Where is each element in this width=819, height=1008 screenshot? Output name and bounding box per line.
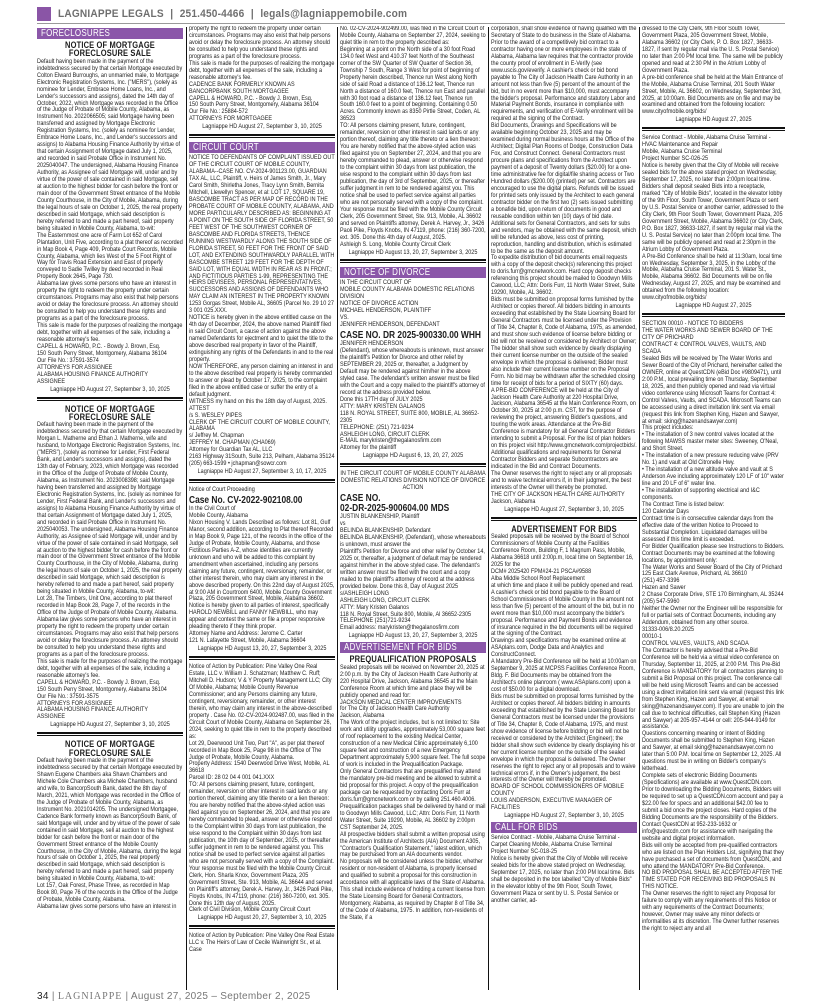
footer-separator: | [125, 991, 129, 1002]
notice-divider [37, 732, 183, 736]
column-5 [642, 26, 785, 990]
notice-text: Notice of Action by Publication: Pine Valley One Real Estate LLC v. The Heirs of Law of Cecile Wainwright Sr., et al. Case [189, 932, 335, 954]
publication-run-line: Lagniappe HD August 20, 27, September 3, 10, 2025 [197, 914, 327, 922]
notice-text: IN THE CIRCUIT COURT OF MOBILE COUNTY ALABAMA DOMESTIC RELATIONS DIVISION NOTICE OF DIVORCE ACTION MICHAEL HENDERSON, PLAINTIFF VS. JENNIFER HENDERSON, DEFENDANT [340, 279, 475, 329]
notice-divider [340, 463, 486, 467]
notice-text: Alabama law gives some persons who have an interest in property the right to redeem the property under certain circumstances. Programs may also exist that help persons avoid or delay the foreclosure process. An attorney should be consulted to help you understand these rights and programs as a part of the foreclosure process. [37, 280, 179, 323]
notice-divider [189, 925, 335, 929]
header-section-title: LAGNIAPPE LEGALS [58, 8, 164, 20]
notice-text: Default having been made in the payment of the indebtedness secured by that certain Mortgage executed by Colton Elward Burroughs, an unmarried male, to Mortgage Electronic Registration Systems, Inc. ("MERS"), (solely as nominee for Lender, Embrace Home Loans, Inc., and Lender's successors and assigns), dated the 14th day of October, 2022, which Mortgage was recorded in the Office of the Judge of Probate of Mobile County, Alabama, as Instrument No. 2022066505; said Mortgage having been transferred and assigned by Mortgage Electronic Registration Systems, Inc. (solely as nominee for Lender, Embrace Home Loans, Inc., and Lender's successors and assigns) to Alabama Housing Finance Authority by virtue of that certain Assignment of Mortgage dated July 1, 2025, and recorded in said Probate Office in Instrument No. 2025040047. The undersigned, Alabama Housing Finance Authority, as Assignee of said Mortgage will, under and by virtue of the power of sale contained in said Mortgage, sell at auction to the highest bidder for cash before the front or main door of the Government Street entrance of the Mobile County Courthouse, in the City of Mobile, Alabama, during the legal hours of sale on October 1, 2025, the real property described in said Mortgage, which said description is hereby referred to and made a part hereof, said property being situated in Mobile County, Alabama, to-wit: [37, 57, 183, 232]
notice-text: property the right to redeem the property under certain circumstances. Programs may also exist that help persons avoid or delay the foreclosure process. An attorney should be consulted to help you understand these rights and programs as a part of the foreclosure process. This sale is made for the purposes of realizing the mortgage debt, together with all expenses of the sale, including a reasonable attorney's fee. CADENCE BANK FORMERLY KNOWN AS BANCORPBANK SOUTH MORTGAGEE CAPELL & HOWARD, P.C. - Bowdy J. Brown, Esq. 150 South Perry Street, Montgomery, Alabama 36104 Our File No.: 25884-572 ATTORNEYS FOR MORTGAGEE [189, 26, 335, 123]
column-divider [639, 27, 640, 990]
column-content [642, 26, 785, 933]
publication-run-line: Lagniappe HD August 13, 20, 27, September 3, 2025 [348, 248, 478, 256]
notice-divider [189, 479, 335, 483]
notice-divider [37, 397, 183, 401]
page-number: 34 [37, 991, 49, 1002]
notice-text: JENNIFER HENDERSON (Defendant), whose whereabouts is unknown, must answer the plaintiff's Petition for Divorce and other relief by SEPTEMBER 29, 2025 or, thereafter, a Judgment by Default may be rendered against him/her in the above styled case. The defendant's written answer must be filed with the Court and a copy mailed to the plaintiff's attorney of record at the address provided below. Done this 17TH day of JULY 2025 ATTY: MARY KRISTEN GALANOS 118 N. ROYAL STREET, SUITE 800, MOBILE, AL 36652-2305 TELEPHONE: (251) 721-9234 ASHLEIGH LONG, CIRCUIT CLERK E-MAIL marykristen@thegalanosfirm.com Attorney for the plaintiff [340, 340, 485, 452]
issue-dates: August 27, 2025 – September 2, 2025 [130, 991, 311, 1002]
notice-text-centered: IN THE CIRCUIT COURT OF MOBILE COUNTY ALABAMA DOMESTIC RELATIONS DIVISION NOTICE OF DIVORCE ACTION [340, 470, 486, 492]
column-content [491, 26, 637, 905]
notice-text: Sealed proposals will be received on November 20, 2025 at 2:00 p.m. by the City of Jackson Health Care Authority at 220 Hospital Drive, Jackson, Alabama 36545 at the Main Conference Room at which time and place they will be publicly opened and read for: JACKSON MEDICAL CENTER IMPROVEMENTS for The City of Jackson Health Care Authority Jackson, Alabama The Work of the project includes, but is not limited to: Site work and utility upgrades, approximately 53,000 square feet of roof replacement to the existing Medical Center, construction of a new Medical Clinic approximately 6,100 square feet and construction of a new Emergency Department approximately 5,900 square feet. The full scope of work is included in the Prequalification Package. Only General Contractors that are prequalified may attend the mandatory pre-bid meeting and be allowed to submit a bid proposal for this project. A copy of the prequalification package can be requested by contacting Doris Furr at doris.furr@gmcnetwork.com or by calling 251.460.4006. Prequalification packages shall be delivered by hand or mail to Goodwyn Mills Cawood, LLC; Attn: Doris Furr, 11 North Water Street, Suite 19290, Mobile, AL 36602 by 2:00pm CST September 24, 2025. All prospective bidders shall submit a written proposal using the American Institute of Architects (AIA) Document A305, "Contractor's Qualification Statement," latest edition, which may be purchased from an AIA documents vendor. No proposals will be considered unless the bidder, whether resident or non-resident of Alabama, is properly licensed and qualified to submit a proposal for this construction in accordance with all applicable laws of the State of Alabama. This shall include evidence of holding a current license from the State Licensing Board for General Contractors, Montgomery, Alabama, as required by Chapter 8 of Title 34, of the Code of Alabama, 1975. In addition, non-residents of the State, if a [340, 663, 486, 922]
case-number: Case No. CV-2022-902108.00 [189, 494, 303, 507]
header-separator: | [170, 8, 174, 20]
column-divider [488, 27, 489, 990]
column-divider [186, 27, 187, 990]
notice-divider [189, 656, 335, 660]
publication-run-line: Lagniappe HD August 27, 2025 [675, 116, 752, 124]
column-content [189, 26, 335, 954]
column-content [340, 26, 486, 922]
notice-divider [189, 134, 335, 138]
notice-text: Default having been made in the payment of the indebtedness secured by that certain Mortgage executed by Shawn Eugene Chambers aka Shawn Chambers and Michele Cole Chambers aka Michele Chambers, husband and wife, to BancorpSouth Bank, dated the 8th day of March, 2021, which Mortgage was recorded in the Office of the Judge of Probate of Mobile County, Alabama, as Instrument No. 2021014205. The undersigned Mortgagee, Cadence Bank formerly known as BancorpSouth Bank, of said Mortgage will, under and by virtue of the power of sale contained in said Mortgage, sell at auction to the highest bidder for cash before the front or main door of the Government Street entrance of the Mobile County Courthouse, in the City of Mobile, Alabama, during the legal hours of sale on October 1, 2025, the real property described in said Mortgage, which said description is hereby referred to and made a part hereof, said property being situated in Mobile County, Alabama, to-wit: Lot 157, Oak Forest, Phase Three, as recorded in Map Book 80, Page 76 of the records in the Office of the Judge of Probate, Mobile County, Alabama. Alabama law gives some persons who have an interest in [37, 757, 183, 911]
notice-text: Default having been made in the payment of the indebtedness secured by that certain Mortgage executed by Morgan L. Matherne and Ethan J. Matherne, wife and husband, to Mortgage Electronic Registration Systems, Inc. ("MERS"), (solely as nominee for Lender, First Federal Bank, and Lender's successors and assigns), dated the 13th day of February, 2023, which Mortgage was recorded in the Office of the Judge of Probate of Mobile County, Alabama, as Instrument No. 2023008398; said Mortgage having been transferred and assigned by Mortgage Electronic Registration Systems, Inc. (solely as nominee for Lender, First Federal Bank, and Lender's successors and assigns) to Alabama Housing Finance Authority by virtue of that certain Assignment of Mortgage dated July 1, 2025, and recorded in said Probate Office in Instrument No. 2025040053. The undersigned, Alabama Housing Finance Authority, as Assignee of said Mortgage will, under and by virtue of the power of sale contained in said Mortgage, sell at auction to the highest bidder for cash before the front or main door of the Government Street entrance of the Mobile County Courthouse, in the City of Mobile, Alabama, during the legal hours of sale on October 1, 2025, the real property described in said Mortgage, which said description is hereby referred to and made a part hereof, said property being situated in Mobile County, Alabama, to-wit: Lot 28, The Timbers, Unit One, according to plat thereof recorded in Map Book 28, Page 7, of the records in the Office of the Judge of Probate of Mobile County, Alabama. [37, 421, 183, 617]
notice-divider [642, 127, 785, 131]
notice-text: dressed to the City Clerk, 9th Floor South Tower, Government Plaza, 205 Government Street, Mobile, Alabama 36602 (or City Clerk, P. O. Box 1827, 36633-1827, if sent by regular mail via the U. S. Postal Service) no later than 2:00 PM local time. The same will be publicly opened and read at 2:30 PM in the Atrium Lobby of Government Plaza. A pre-bid conference shall be held at the Main Entrance of the Mobile, Alabama Cruise Terminal, 201 South Water Street, Mobile, AL 36602, on Wednesday, September 3rd, 2025, at 10:00am. Bid Documents are on file and may be examined and obtained from the following location: www.cityofmobile.org/bids/ [642, 26, 783, 116]
publication-run-line: Lagniappe HD August 27, September 3, 10, 2025 [202, 123, 322, 131]
header-rule [37, 23, 785, 24]
notice-text: Notice of Court Proceeding [189, 486, 255, 494]
section-header: CIRCUIT COURT [189, 142, 335, 153]
publication-run-line: Lagniappe HD August 27, September 3, 10, 2025 [50, 385, 170, 393]
notice-text: In the Civil Court of Mobile County, Alabama Nixon Housing V. Lands Described as follows: Lot 81, Gulf Manor, second addition, according to Plat thereof Recorded in Map Book 9, Page 121, of the records in the office of the Judge of Probate, Mobile County, Alabama, and those Fictitious Parties A-Z, whose identities are currently unknown and who will be added to this complaint by amendment when ascertained, including any persons claiming any future, contingent, reversionary, remainder, or other interest therein, who may claim any interest in the above described property. On this 22nd day of August 2025, at 9:00 AM in Courtroom 6400, Mobile County Government Plaza, 205 Government Street, Mobile, Alabama 36602. Notice is hereby given to all parties of interest, specifically HAROLD NEWBILL and FANNY NEWBILL, who may appear and contest the same or file a proper responsive pleading thereto if they think proper. Attorney Name and Address: Jerome C. Carter 121 N. Lafayette Street, Mobile, Alabama 36604 [189, 505, 335, 645]
column-content [37, 28, 183, 911]
header-separator: | [250, 8, 254, 20]
section-header: FORECLOSURES [37, 28, 183, 39]
publication-run-line: Lagniappe HD August 27, September 3, 10, 17, 2025 [197, 468, 327, 476]
notice-text: No. 02-CV-2024-902499.00, was filed in the Circuit Court of Mobile County, Alabama on September 27, 2024, seeking to quiet title in rem to the property described as: Beginning at a point on the North side of a 30 foot Road 134.0 feet West and 410.37 feet North of the Southeast corner of the SW Quarter of SW Quarter of Section 36, Township 7 South, Range 3 West for point of beginning of Property herein described, Thence run West along North side of said Road a distance of 136.12 feet, Thence run North a distance of 160.0 feet, Thence run East and parallel with 30 foot road a distance of 136.12 feet, Thence run South 160.0 feet to a point of beginning. Containing 0.50 Acres. Commonly known as 8350 Pirtle Street, Coden, AL 36523 TO: All persons claiming present, future, contingent, remainder, reversion or other interest in said lands or any portion thereof, claiming any title thereto or a lien thereon: You are hereby notified that the above-styled action was filed against you on September 27, 2024, and that you are hereby commanded to plead, answer or otherwise respond to the complaint within 30 days from last publication, the wise respond to the complaint within 30 days from last publication, the day of 3rd of September, 2025, or thereafter suffer judgment in rem to be rendered against you. This notice shall be used to perfect service against all parties who are not personally served with a copy of the complaint. Your response must be filed with the Mobile County Circuit Clerk, 205 Government Street, Ste. 913, Mobile, AL 36602 and served on Plaintiffs attorney, Derek A. Harvey, Jr., 3426 Paoli Pike, Floyds Knobs, IN 47119, phone: (216) 360-7200, ext. 305. Done this 4th day of August, 2025. Ashleigh S. Long, Mobile County Circuit Clerk [340, 26, 486, 248]
notice-divider [340, 259, 486, 263]
case-number: CASE NO. 02-DR-2025-900604.00 MDS [340, 492, 450, 515]
notice-text: Service Contract - Mobile, Alabama Cruise Terminal - HVAC Maintenance and Repair Mobile, Alabama Cruise Terminal Project Number SC-026-25 Notice is hereby given that the City of Mobile will receive sealed bids for the above stated project on Wednesday, September 17, 2025, no later than 2:00pm local time. Bidders shall deposit sealed Bids into a receptacle, marked "City of Mobile Bids", located in the elevator lobby of the 9th Floor, South Tower, Government Plaza or sent by U.S. Postal Service or another carrier, addressed to the City Clerk, 9th Floor South Tower, Government Plaza, 205 Government Street, Mobile, Alabama 36602 (or City Clerk, P.O. Box 1827, 36633-1827, if sent by regular mail via the U. S. Postal Service) no later than 2:00pm local time. The same will be publicly opened and read at 2:30pm in the Atrium Lobby of Government Plaza. A Pre-Bid Conference shall be held at 11:30am, local time on Wednesday, September 3, 2025, in the Lobby of the Mobile, Alabama Cruise Terminal, 201 S. Water St., Mobile, Alabama 36602. Bid Documents will be on file Wednesday, August 27, 2025, and may be examined and obtained from the following location: www.cityofmobile.org/bids/ [642, 134, 784, 302]
footer-brand: LAGNIAPPE [57, 991, 123, 1002]
page-header [37, 6, 437, 22]
column-2 [189, 26, 335, 990]
column-1 [37, 26, 183, 990]
header-phone: 251.450-4466 [179, 8, 245, 20]
notice-text: The Easternmost one acre of Farm Lot 652 of Carol Plantation, Unit Five, according to a plat thereof as recorded in Map Book 4, Page 409, Probate Court Records, Mobile County, Alabama, which lies West of the 5 Foot Right of Way for Travis Road Extension and East of property conveyed to Sadie Twilley by deed recorded in Real Property Book 2645, Page 730. [37, 231, 183, 281]
page-footer [37, 991, 310, 1002]
notice-title: PREQUALIFICATION PROPOSALS [349, 653, 477, 665]
publication-run-line: Lagniappe HD August 27, September 3, 10, 2025 [50, 721, 170, 729]
header-email[interactable]: legals@lagniappemobile.com [260, 8, 408, 20]
column-3 [340, 26, 486, 990]
notice-text: SECTION 00010 - NOTICE TO BIDDERS THE WATER WORKS AND SEWER BOARD OF THE CITY OF PRICHARD CONTRACT 4: CONTROL VALVES, VAULTS, AND SCADA Sealed Bids will be received by The Water Works and Sewer Board of the City of Prichard, hereinafter called the OWNER, online at QuestCDN (eBid Doc #9809471), until 2:00 P.M., local prevailing time on Thursday, September 18, 2025, and then publicly opened and read via virtual video conference using Microsoft Teams for Contract 4: Control Valves, Vaults, and SCADA. Microsoft Teams can be accessed using a direct invitation link sent via email (request this link from Stephen King, Hazen and Sawyer, at email: sking@hazenandsawyer.com) This project includes: • The installation of 3 new control valves located at the following MAWSS master meter sites: Sweeney, O'Neal, and Short Street. • The installation of a new pressure reducing valve (PRV No. 1) and vault at Old Citronelle Hwy. • The installation of a new altitude valve and vault at S Anderson Ave including approximately 120 LF of 10" water line and 20 LF of 6" water line. • The installation of supporting electrical and I&C components. The Contract Time is listed below: 120 Calendar Days Contract time is in consecutive calendar days from the effective date of the written Notice to Proceed to Substantial Completion. Liquidated damages will be assessed if this time limit is exceeded. For Bidder Qualification please see Instructions to Bidders. Contract Documents may be examined at the following locations, by appointment only: The Water Works and Sewer Board of the City of Prichard 125 East Clark Avenue, Prichard, AL 36610 (251) 457-3396 Hazen and Sawer 2 Chase Corporate Drive, STE 170 Birmingham, AL 35244 (205) 547-5960 Neither the Owner nor the Engineer will be responsible for full or partial sets of Contract Documents, including any Addendum, obtained from any other source. 31333-006/8.20.2025 00010-1 CONTROL VALVES, VAULTS, AND SCADA The Contractor is hereby advised that a Pre-Bid Conference will be held via a virtual video conference on Thursday, September 11, 2025, at 2:00 P.M. This Pre-Bid Conference is MANDATORY for all contractors planning to submit a Bid Proposal on this project. The conference call will be held using Microsoft Teams and can be accessed using a direct invitation link sent via email (request this link from Stephen King, Hazen and Sawyer, at email sking@hazenandsawyer.com). If you are unable to join the call due to technical difficulties, call Stephen King (Hazen and Sawyer) at 205-957-4144 or cell: 205-944-9149 for assistance. Questions concerning meaning or intent of Bidding Documents shall be submitted to Stephen King, Hazen and Sawyer, at email sking@hazenandsawyer.com no later than 5:00 P.M. local time on September 12, 2025. All questions must be in writing on Bidder's company's letterhead. Complete sets of electronic Bidding Documents (Specifications) are available at www.QuestCDN.com. Prior to downloading the Bidding Documents, Bidders will be required to set up a QuestCDN.com account and pay a $22.00 fee for specs and an additional $42.00 fee to submit a bid once the project closes. Hard copies of the Bidding Documents are the responsibility of the Bidders. Contact QuestCDN at 952-233-1632 or info@questcdn.com for assistance with navigating the website and digital project information. Bids will only be accepted from pre-qualified contractors who are listed on the Plan Holders List, signifying that they have purchased a set of documents from QuestCDN, and who attend the MANDATORY Pre-Bid Conference. NO BID PROPOSAL SHALL BE ACCEPTED AFTER THE TIME STATED FOR RECEIVING BID PROPOSALS IN THIS NOTICE. The Owner reserves the right to reject any Proposal for failure to comply with any requirements of this Notice or with any requirements of the Contract Documents; however, Owner may waive any minor defects or informalities at its discretion. The Owner further reserves the right to reject any and all [642, 320, 785, 933]
column-divider [337, 27, 338, 990]
section-color-square-icon [37, 7, 51, 21]
notice-text: Sealed proposals will be received by the Board of School Commissioners of Mobile County at the Facilities Conference Room, Building F, 1 Magnum Pass, Mobile, Alabama 36618 until 2:00p.m, local time on September 16, 2025 for the DCM# 2025420 FPM#24-21 PSCA#9588 Alba Middle School Roof Replacement at which time and place it will be publicly opened and read. A cashier's check or bid bond payable to the Board of School Commissioners of Mobile County in the amount not less than five (5) percent of the amount of the bid, but in no event more than $10,000 must accompany the bidder's proposal. Performance and Payment Bonds and evidence of insurance required in the bid documents will be required at the signing of the Contract. Drawings and specifications may be examined online at ASAplans.com, Dodge Data and Analytics and ConstructConnect. A Mandatory Pre-Bid Conference will be held at 10:00am on September 9, 2025 at MCPSS Facilities Conference Room, Bldg. F. Bid Documents may be obtained from the Architect's online planroom ( www.ASAplans.com) upon a cost of $50.00 for a digital download. Bids must be submitted on proposal forms furnished by the Architect or copies thereof. All bidders bidding in amounts exceeding that established by the State Licensing Board for General Contractors must be licensed under the provisions of Title 34, Chapter 8, Code of Alabama, 1975, and must show evidence of license before bidding or bid will not be received or considered by the Architect (Engineer); the bidder shall show such evidence by clearly displaying his or her current license number on the outside of the sealed envelope in which the proposal is delivered. The Owner reserves the right to reject any or all proposals and to waive technical errors if, in the Owner's judgement, the best interests of the Owner will thereby be promoted. BOARD OF SCHOOL COMMISSIONERS OF MOBILE COUNTY LOUIS ANDERSON, EXECUTIVE MANAGER OF FACILITIES [491, 533, 637, 812]
publication-run-line: Lagniappe HD August 6, 13, 20, 27, 2025 [362, 452, 464, 460]
publication-run-line: Lagniappe HD August 13, 20, 27, September 3, 2025 [348, 632, 478, 640]
section-header: CALL FOR BIDS [491, 822, 637, 833]
notice-text: JUSTIN BLANKENSHIP, Plaintiff vs BELINDA BLANKENSHIP, Defendant BELINDA BLANKENSHIP, (Defendant), whose whereabouts is unknown, must answer the Plaintiff's Petition for Divorce and other relief by October 14, 2025 or, thereafter, a judgment of default may be rendered against him/her in the above styled case. The defendant's written answer must be filed with the court and a copy mailed to the plaintiff's attorney of record at the address provided below. Done this 8, Day of August 2025 s/ASHLEIGH LONG ASHLEIGH LONG, CIRCUIT CLERK ATTY: Mary Kristen Galanos 118 N. Royal Street, Suite 800, Mobile, Al 36652-2305 TELEPHONE (251)721-9234 Email address: marykristen@thegalanosfirm.com [340, 513, 486, 632]
notice-divider [642, 313, 785, 317]
publication-run-line: Lagniappe HD August 27, September 3, 10, 2025 [504, 505, 624, 513]
notice-title: NOTICE OF MORTGAGE FORECLOSURE SALE [65, 402, 155, 422]
notice-text: Service Contract - Mobile, Alabama Cruise Terminal - Carpet Cleaning Mobile, Alabama Cruise Terminal Project Number SC-018-25 Notice is hereby given that the City of Mobile will receive sealed bids for the above stated project on Wednesday, September 17, 2025, no later than 2:00 PM local time. Bids shall be deposited in the box labelled "City of Mobile Bids" in the elevator lobby of the 9th Floor, South Tower, Government Plaza or sent by U. S. Postal Service or another carrier, ad- [491, 834, 635, 904]
notice-text: This sale is made for the purposes of realizing the mortgage debt, together with all expenses of the sale, including a reasonable attorney's fee. CAPELL & HOWARD, P.C. - Bowdy J. Brown, Esq. 150 South Perry Street, Montgomery, Alabama 36104 Our File No.: 37591-3575 ATTORNEYS FOR ASSIGNEE ALABAMA HOUSING FINANCE AUTHORITY ASSIGNEE [37, 657, 183, 721]
case-number: CASE NO. DR 2025-900330.00 WHH [340, 329, 481, 342]
publication-run-line: Lagniappe HD August 27, September 3, 10, 2025 [504, 812, 624, 820]
notice-text: Alabama law gives some persons who have an interest in property the right to redeem the property under certain circumstances. Programs may also exist that help persons avoid or delay the foreclosure process. An attorney should be consulted to help you understand these rights and programs as a part of the foreclosure process. [37, 616, 179, 658]
header-text [58, 8, 407, 20]
notice-title: NOTICE OF MORTGAGE FORECLOSURE SALE [65, 738, 155, 758]
publication-run-line: Lagniappe HD August 13, 20, 27, September 3, 2025 [197, 645, 327, 653]
section-header: NOTICE OF DIVORCE [340, 267, 486, 278]
notice-text: corporation, shall show evidence of having qualified with the Secretary of State to do business in the State of Alabama. Prior to the award of a competitively bid contract to a contractor having one or more employees in the state of Alabama, Alabama law requires that the contractor provide the county proof of enrollment in E-Verify (see www.uscis.gov/everify. A cashier's check or bid bond payable to The City of Jackson Health Care Authority in an amount not less than five (5) percent of the amount of the bid, but in no event more than $10,000, must accompany the bidder's proposal. Performance and statutory Labor and Material Payment Bonds, insurance in compliance with requirements, and verification of E-Verify enrollment will be required at the signing of the Contract. Bid Documents, Drawings and Specifications will be available beginning October 23, 2025 and may be examined during normal business hours at the Office of the Architect; Digital Plan Rooms of Dodge, Construction Data Fox, and Construct Connect. General Contractors must procure plans and specifications from the Architect upon payment of a deposit of Twenty dollars ($20.00) for a one-time administrative fee for digital/file sharing access or Two Hundred dollars ($200.00) (printed) per set. Contractors are encouraged to use the digital plans. Refunds will be issued for printed sets only issued by the Architect to each general contractor bidder on the first two (2) sets issued submitting a bonafide bid, upon return of documents in good and reusable condition within ten (10) days of bid date. Additional sets for General Contractors, and sets for subs and vendors, may be obtained with the same deposit, which will be refunded as above, less cost of printing, reproduction, handling and distribution, which is estimated to be the same as the deposit amount. To expedite distribution of bid documents email requests with a copy of the deposit check(s) referencing this project to doris.furr@gmcnetwork.com. Hard copy deposit checks referencing this project should be mailed to Goodwyn Mills Cawood, LLC; Attn: Doris Furr, 11 North Water Street, Suite 19290, Mobile, AL 36602. Bids must be submitted on proposal forms furnished by the Architect or copies thereof. All bidders bidding in amounts exceeding that established by the State Licensing Board for General Contractors must be licensed under the Provision of Title 34, Chapter 8, Code of Alabama, 1975, as amended, and must show such evidence of license before bidding or bid will not be received or considered by Architect or Owner; The bidder shall show such evidence by clearly displaying their current license number on the outside of the sealed envelope in which the proposal is delivered; Bidder must also include their current license number on the Proposal Form. No bid may be withdrawn after the scheduled closing time for receipt of bids for a period of SIXTY (60) days. A PRE-BID CONFERENCE will be held at the City of Jackson Health Care Authority at 220 Hospital Drive, Jackson, Alabama 36545 at the Main Conference Room, on October 30, 2025 at 2:00 p.m. CST, for the purpose of reviewing the project, answering Bidder's questions, and touring the work areas. Attendance at the Pre-Bid Conference is mandatory for all General Contractor Bidders intending to submit a Proposal. For the list of plan holders on this project visit http://www.gmcnetwork.com/projectbids/. Additional qualifications and requirements for General Contractor Bidders and separate Subcontractors are indicated in the Bid and Contract Documents. The Owner reserves the right to reject any or all proposals and to waive technical errors if, in their judgment, the best interests of the Owner will thereby be promoted. THE CITY OF JACKSON HEALTH CARE AUTHORITY Jackson, Alabama [491, 26, 637, 505]
footer-separator: | [51, 991, 55, 1002]
notice-title: ADVERTISEMENT FOR BIDS [511, 522, 617, 534]
column-4 [491, 26, 637, 990]
notice-title: NOTICE OF MORTGAGE FORECLOSURE SALE [65, 39, 155, 59]
notice-divider [491, 517, 637, 521]
notice-text: This sale is made for the purposes of realizing the mortgage debt, together with all expenses of the sale, including a reasonable attorney's fee. CAPELL & HOWARD, P.C. - Bowdy J. Brown, Esq. 150 South Perry Street, Montgomery, Alabama 36104 Our File No.: 37591-3574 ATTORNEYS FOR ASSIGNEE ALABAMA HOUSING FINANCE AUTHORITY ASSIGNEE [37, 322, 183, 385]
publication-run-line: Lagniappe HD August 27, 2025 [675, 302, 752, 310]
section-header: ADVERTISEMENT FOR BIDS [340, 642, 486, 653]
notice-text: NOTICE TO DEFENDANTS OF COMPLAINT ISSUED OUT OF THE CIRCUIT COURT OF MOBILE COUNTY, ALABAMA--CASE NO. CV-2024-901123.00, GUARDIAN TAX AL, LLC, Plaintiff, v. Heirs of James Smith, Jr., Mary Carol Smith, Shirletha Jones, Tracy Lynn Smith, Bernita Mitchell, Llewellyn Spencer, et al: LOT 17, SQUARE 19, BASCOMBE TRACT AS PER MAP OF RECORD IN THE PROBATE COURT OF MOBILE COUNTY, ALABAMA, AND MORE PARTICULARLY DESCRIBED AS: BEGINNING AT A POINT ON THE SOUTH SIDE OF FLORIDA STREET, 50 FEET WEST OF THE SOUTHWEST CORNER OF BASCOMBE AND FLORIDA STREETS, THENCE RUNNING WESTWARDLY ALONG THE SOUTH SIDE OF FLORIDA STREET, 50 FEET FOR THE FRONT OF SAID LOT, AND EXTENDING SOUTHWARDLY PARALLEL WITH BASCOMBE STREET 129 FEET FOR THE DEPTH OF SAID LOT, WITH EQUAL WIDTH IN REAR AS IN FRONT.; AND FICTITIOUS PARTIES 1-99, REPRESENTING THE HEIRS DEVISEES, PERSONAL REPRESENTATIVES, SUCCESSORS AND ASSIGNS OF DEFENDANTS WHO MAY CLAIM AN INTEREST IN THE PROPERTY KNOWN 1253 Gorgas Street, Mobile AL, 36605 (Parcel No. 29 10 27 3 001 025.XXX. NOTICE is hereby given in the above entitled cause on the 4th day of December, 2024, the above named Plaintiff filed in said Circuit Court, a cause of action against the above named Defendants for ejectment and to quiet the title to the above described real property in favor of the Plaintiff, extinguishing any rights of the Defendants in and to the real property. NOW THEREFORE, any person claiming an interest in and to the above described real property is hereby commanded to answer or plead by October 17, 2025, to the complaint filed in the above entitled case or suffer the entry of a default judgment. WITNESS my hand on this the 18th day of August, 2025. ATTEST /s S. WESLEY PIPES CLERK OF THE CIRCUIT COURT OF MOBILE COUNTY, ALABAMA s/ Jeffrey M. Chapman JEFFREY M. CHAPMAN (CHA069) Attorney for Guardian Tax AL, LLC 2163 Highway 31South, Suite 213, Pelham, Alabama 35124 (205) 663-1599 • jchapman@sowcr.com [189, 154, 335, 468]
notice-text: Notice of Action by Publication: Pine Valley One Real Estate, LLC v. William J. Schatzman; Matthew C. Ruff; Mitchell D. Hudson; V & Y Property Management LLC; City Of Mobile, Alabama; Mobile County Revenue Commissioner; and any Persons claiming any future, contingent, reversionary, remainder, or other interest therein, who may claim any interest in the above-described property . Case No. 02-CV-2024-902487.00, was filed in the Circuit Court of Mobile County, Alabama on September 26, 2024, seeking to quiet title in rem to the property described as: Lot 29, Deerwood Unit Two, Part "A", as per plat thereof recorded in Map Book 25, Page 98 in the Office of The Judge of Probate, Mobile County, Alabama. Property Address: 1540 Deerwood Drive West, Mobile, AL 36618 Parcel ID: 28 02 04 4 001 041.XXX TO: All persons claiming present, future, contingent, remainder, reversion or other interest in said lands or any portion thereof, claiming any title thereto or a lien thereon: You are hereby notified that the above-styled action was filed against you on September 26, 2024, and that you are hereby commanded to plead, answer or otherwise respond to the Complaint within 30 days from last publication, the wise respond to the Complaint within 30 days from last publication, the 10th day of September, 2025, or thereafter suffer judgment in rem to be rendered against you. This notice shall be used to perfect service against all parties who are not personally served with a copy of the Complaint. Your response must be filed with the Mobile County Circuit Clerk, Hon. Sharla Knox, Government Plaza, 205 Government Street, Ste. 913, Mobile, AL 36644 and served on Plaintiff's attorney, Derek A. Harvey, Jr., 3426 Paoli Pike, Floyds Knobs, IN 47119, phone: (216) 360-7200, ext. 305. Done this 12th day of August, 2025. Clerk of Civil Division, Mobile County Circuit Court [189, 663, 335, 914]
